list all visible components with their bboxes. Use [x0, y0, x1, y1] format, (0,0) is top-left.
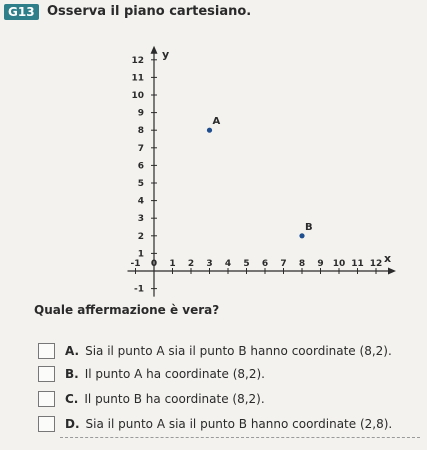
x-tick-label: 7 [280, 259, 287, 269]
x-tick-label: 11 [351, 259, 364, 269]
x-tick-label: 8 [298, 259, 306, 269]
y-tick-label: 6 [137, 161, 144, 172]
option-c[interactable] [38, 389, 265, 409]
y-axis-label: y [162, 47, 170, 61]
option-d-text: Sia il punto A sia il punto B hanno coordinate (2,8). [85, 417, 393, 431]
x-tick-label: 9 [317, 259, 324, 269]
y-tick-label: 3 [137, 214, 144, 225]
point-a-label: A [212, 116, 221, 128]
exercise-badge: G13 [4, 4, 39, 20]
point-b-label: B [305, 221, 313, 233]
option-c-text: Il punto B ha coordinate (8,2). [84, 392, 265, 406]
checkbox-d[interactable] [38, 416, 55, 432]
x-tick-label: 0 [150, 259, 158, 269]
point-a [207, 128, 212, 133]
question-text: Osserva il piano cartesiano. [47, 4, 252, 19]
x-tick-label: 12 [369, 259, 383, 269]
x-tick-label: 6 [261, 259, 269, 269]
x-tick-label: 4 [224, 259, 232, 269]
y-tick-label: 4 [137, 196, 144, 207]
x-tick-label: 3 [206, 259, 213, 269]
y-axis-arrow [151, 46, 158, 54]
option-a-text: Sia il punto A sia il punto B hanno coordinate (8,2). [85, 344, 392, 358]
separator-line [60, 437, 420, 438]
option-a-letter: A. [65, 344, 80, 358]
x-axis-arrow [388, 268, 396, 275]
y-tick-label: 2 [137, 231, 144, 242]
point-b [299, 233, 304, 238]
prompt-text: Quale affermazione è vera? [34, 303, 220, 317]
y-tick-label: 9 [137, 108, 144, 119]
x-axis-label: x [384, 252, 392, 265]
option-d[interactable] [38, 414, 392, 434]
y-tick-label: 8 [137, 126, 144, 137]
option-d-letter: D. [65, 417, 80, 431]
option-a[interactable] [38, 341, 392, 361]
x-tick-label: 5 [243, 259, 250, 269]
y-tick-label: 1 [137, 249, 144, 260]
y-tick-label: 7 [137, 143, 144, 154]
option-b[interactable] [38, 364, 265, 384]
option-b-text: Il punto A ha coordinate (8,2). [84, 367, 265, 381]
option-c-letter: C. [65, 392, 79, 406]
y-tick-label: 11 [131, 73, 144, 84]
y-tick-label: 10 [131, 91, 144, 101]
option-b-letter: B. [65, 367, 79, 381]
y-tick-label: 5 [137, 179, 144, 189]
checkbox-b[interactable] [38, 366, 55, 382]
y-tick-label: -1 [134, 284, 144, 295]
checkbox-c[interactable] [38, 391, 55, 407]
x-tick-label: 10 [332, 259, 346, 269]
y-tick-label: 12 [131, 55, 144, 66]
checkbox-a[interactable] [38, 343, 55, 359]
x-tick-label: -1 [130, 259, 141, 269]
x-tick-label: 2 [187, 259, 195, 269]
x-tick-label: 1 [169, 259, 176, 269]
